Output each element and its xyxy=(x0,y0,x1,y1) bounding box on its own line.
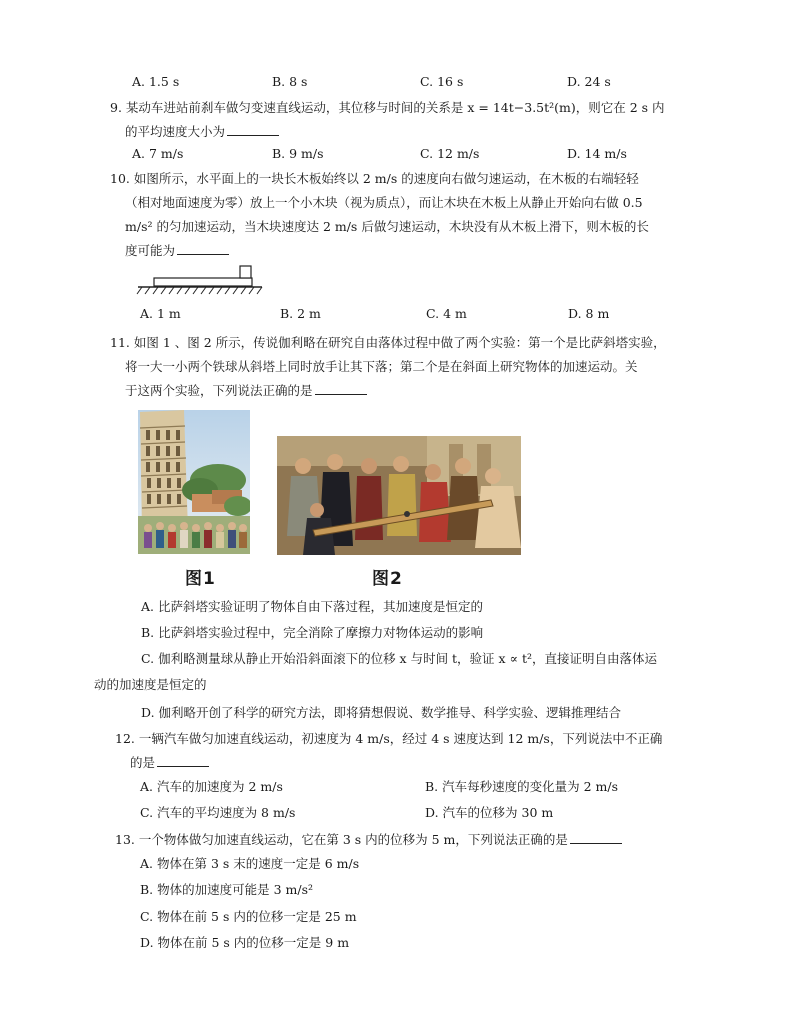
q8-option-b: B. 8 s xyxy=(272,74,308,89)
q9-stem-line1: 9. 某动车进站前刹车做匀变速直线运动，其位移与时间的关系是 x = 14t−3.5t²(m)，则它在 2 s 内 xyxy=(110,100,665,115)
q10-option-a: A. 1 m xyxy=(140,306,181,321)
q12-stem-line1: 12. 一辆汽车做匀加速直线运动，初速度为 4 m/s，经过 4 s 速度达到 12 m/s，下列说法中不正确 xyxy=(115,731,663,746)
q13-stem-line1: 13. 一个物体做匀加速直线运动，它在第 3 s 内的位移为 5 m，下列说法正确的是 xyxy=(115,832,622,848)
q13-option-a: A. 物体在第 3 s 末的速度一定是 6 m/s xyxy=(140,856,360,871)
q11-stem-line2: 将一大一小两个铁球从斜塔上同时放手让其下落；第二个是在斜面上研究物体的加速运动。关 xyxy=(125,359,638,374)
q10-option-c: C. 4 m xyxy=(426,306,467,321)
q10-stem-line4: 度可能为 xyxy=(125,243,229,259)
q11-stem-line1: 11. 如图 1 、图 2 所示，传说伽利略在研究自由落体过程中做了两个实验：第一个是比萨斜塔实验， xyxy=(110,335,666,350)
q13-option-b: B. 物体的加速度可能是 3 m/s² xyxy=(140,882,314,897)
answer-blank[interactable] xyxy=(227,124,279,136)
q8-option-a: A. 1.5 s xyxy=(132,74,180,89)
q9-option-b: B. 9 m/s xyxy=(272,146,324,161)
q10-option-d: D. 8 m xyxy=(568,306,610,321)
q8-option-d: D. 24 s xyxy=(567,74,611,89)
q11-option-b: B. 比萨斜塔实验过程中，完全消除了摩擦力对物体运动的影响 xyxy=(141,625,484,640)
board-block-diagram xyxy=(136,262,266,296)
q10-stem-line2: （相对地面速度为零）放上一个小木块（视为质点），而让木块在木板上从静止开始向右做 0.5 xyxy=(125,195,643,210)
q11-stem-line3: 于这两个实验，下列说法正确的是 xyxy=(125,383,367,399)
q10-stem-line3: m/s² 的匀加速运动，当木块速度达 2 m/s 后做匀速运动，木块没有从木板上滑下，则木板的长 xyxy=(125,219,649,234)
q13-option-c: C. 物体在前 5 s 内的位移一定是 25 m xyxy=(140,909,357,924)
q12-option-b: B. 汽车每秒速度的变化量为 2 m/s xyxy=(425,779,619,794)
answer-blank[interactable] xyxy=(177,243,229,255)
q8-option-c: C. 16 s xyxy=(420,74,464,89)
figure1-pisa-tower-image xyxy=(138,410,250,554)
figure1-caption: 图1 xyxy=(185,569,216,589)
q12-stem-line2: 的是 xyxy=(130,755,209,771)
q13-option-d: D. 物体在前 5 s 内的位移一定是 9 m xyxy=(140,935,350,950)
q12-option-d: D. 汽车的位移为 30 m xyxy=(425,805,554,820)
q10-option-b: B. 2 m xyxy=(280,306,321,321)
answer-blank[interactable] xyxy=(570,832,622,844)
ground-hatching xyxy=(137,287,262,294)
figure2-caption: 图2 xyxy=(372,569,403,589)
q11-option-a: A. 比萨斜塔实验证明了物体自由下落过程，其加速度是恒定的 xyxy=(141,599,483,614)
answer-blank[interactable] xyxy=(157,755,209,767)
q10-stem-line1: 10. 如图所示，水平面上的一块长木板始终以 2 m/s 的速度向右做匀速运动，在木板的右端轻轻 xyxy=(110,171,639,186)
q11-option-c-line2: 动的加速度是恒定的 xyxy=(94,677,207,692)
q11-option-c-line1: C. 伽利略测量球从静止开始沿斜面滚下的位移 x 与时间 t，验证 x ∝ t²，直接证明自由落体运 xyxy=(141,651,658,666)
q9-option-c: C. 12 m/s xyxy=(420,146,480,161)
q12-option-c: C. 汽车的平均速度为 8 m/s xyxy=(140,805,296,820)
small-block xyxy=(240,266,251,278)
long-board xyxy=(154,278,252,286)
q11-option-d: D. 伽利略开创了科学的研究方法，即将猜想假说、数学推导、科学实验、逻辑推理结合 xyxy=(141,705,622,720)
q9-option-d: D. 14 m/s xyxy=(567,146,627,161)
answer-blank[interactable] xyxy=(315,383,367,395)
q9-option-a: A. 7 m/s xyxy=(132,146,184,161)
q12-option-a: A. 汽车的加速度为 2 m/s xyxy=(140,779,283,794)
q9-stem-line2: 的平均速度大小为 xyxy=(125,124,279,140)
figure2-incline-experiment-image xyxy=(277,436,521,555)
